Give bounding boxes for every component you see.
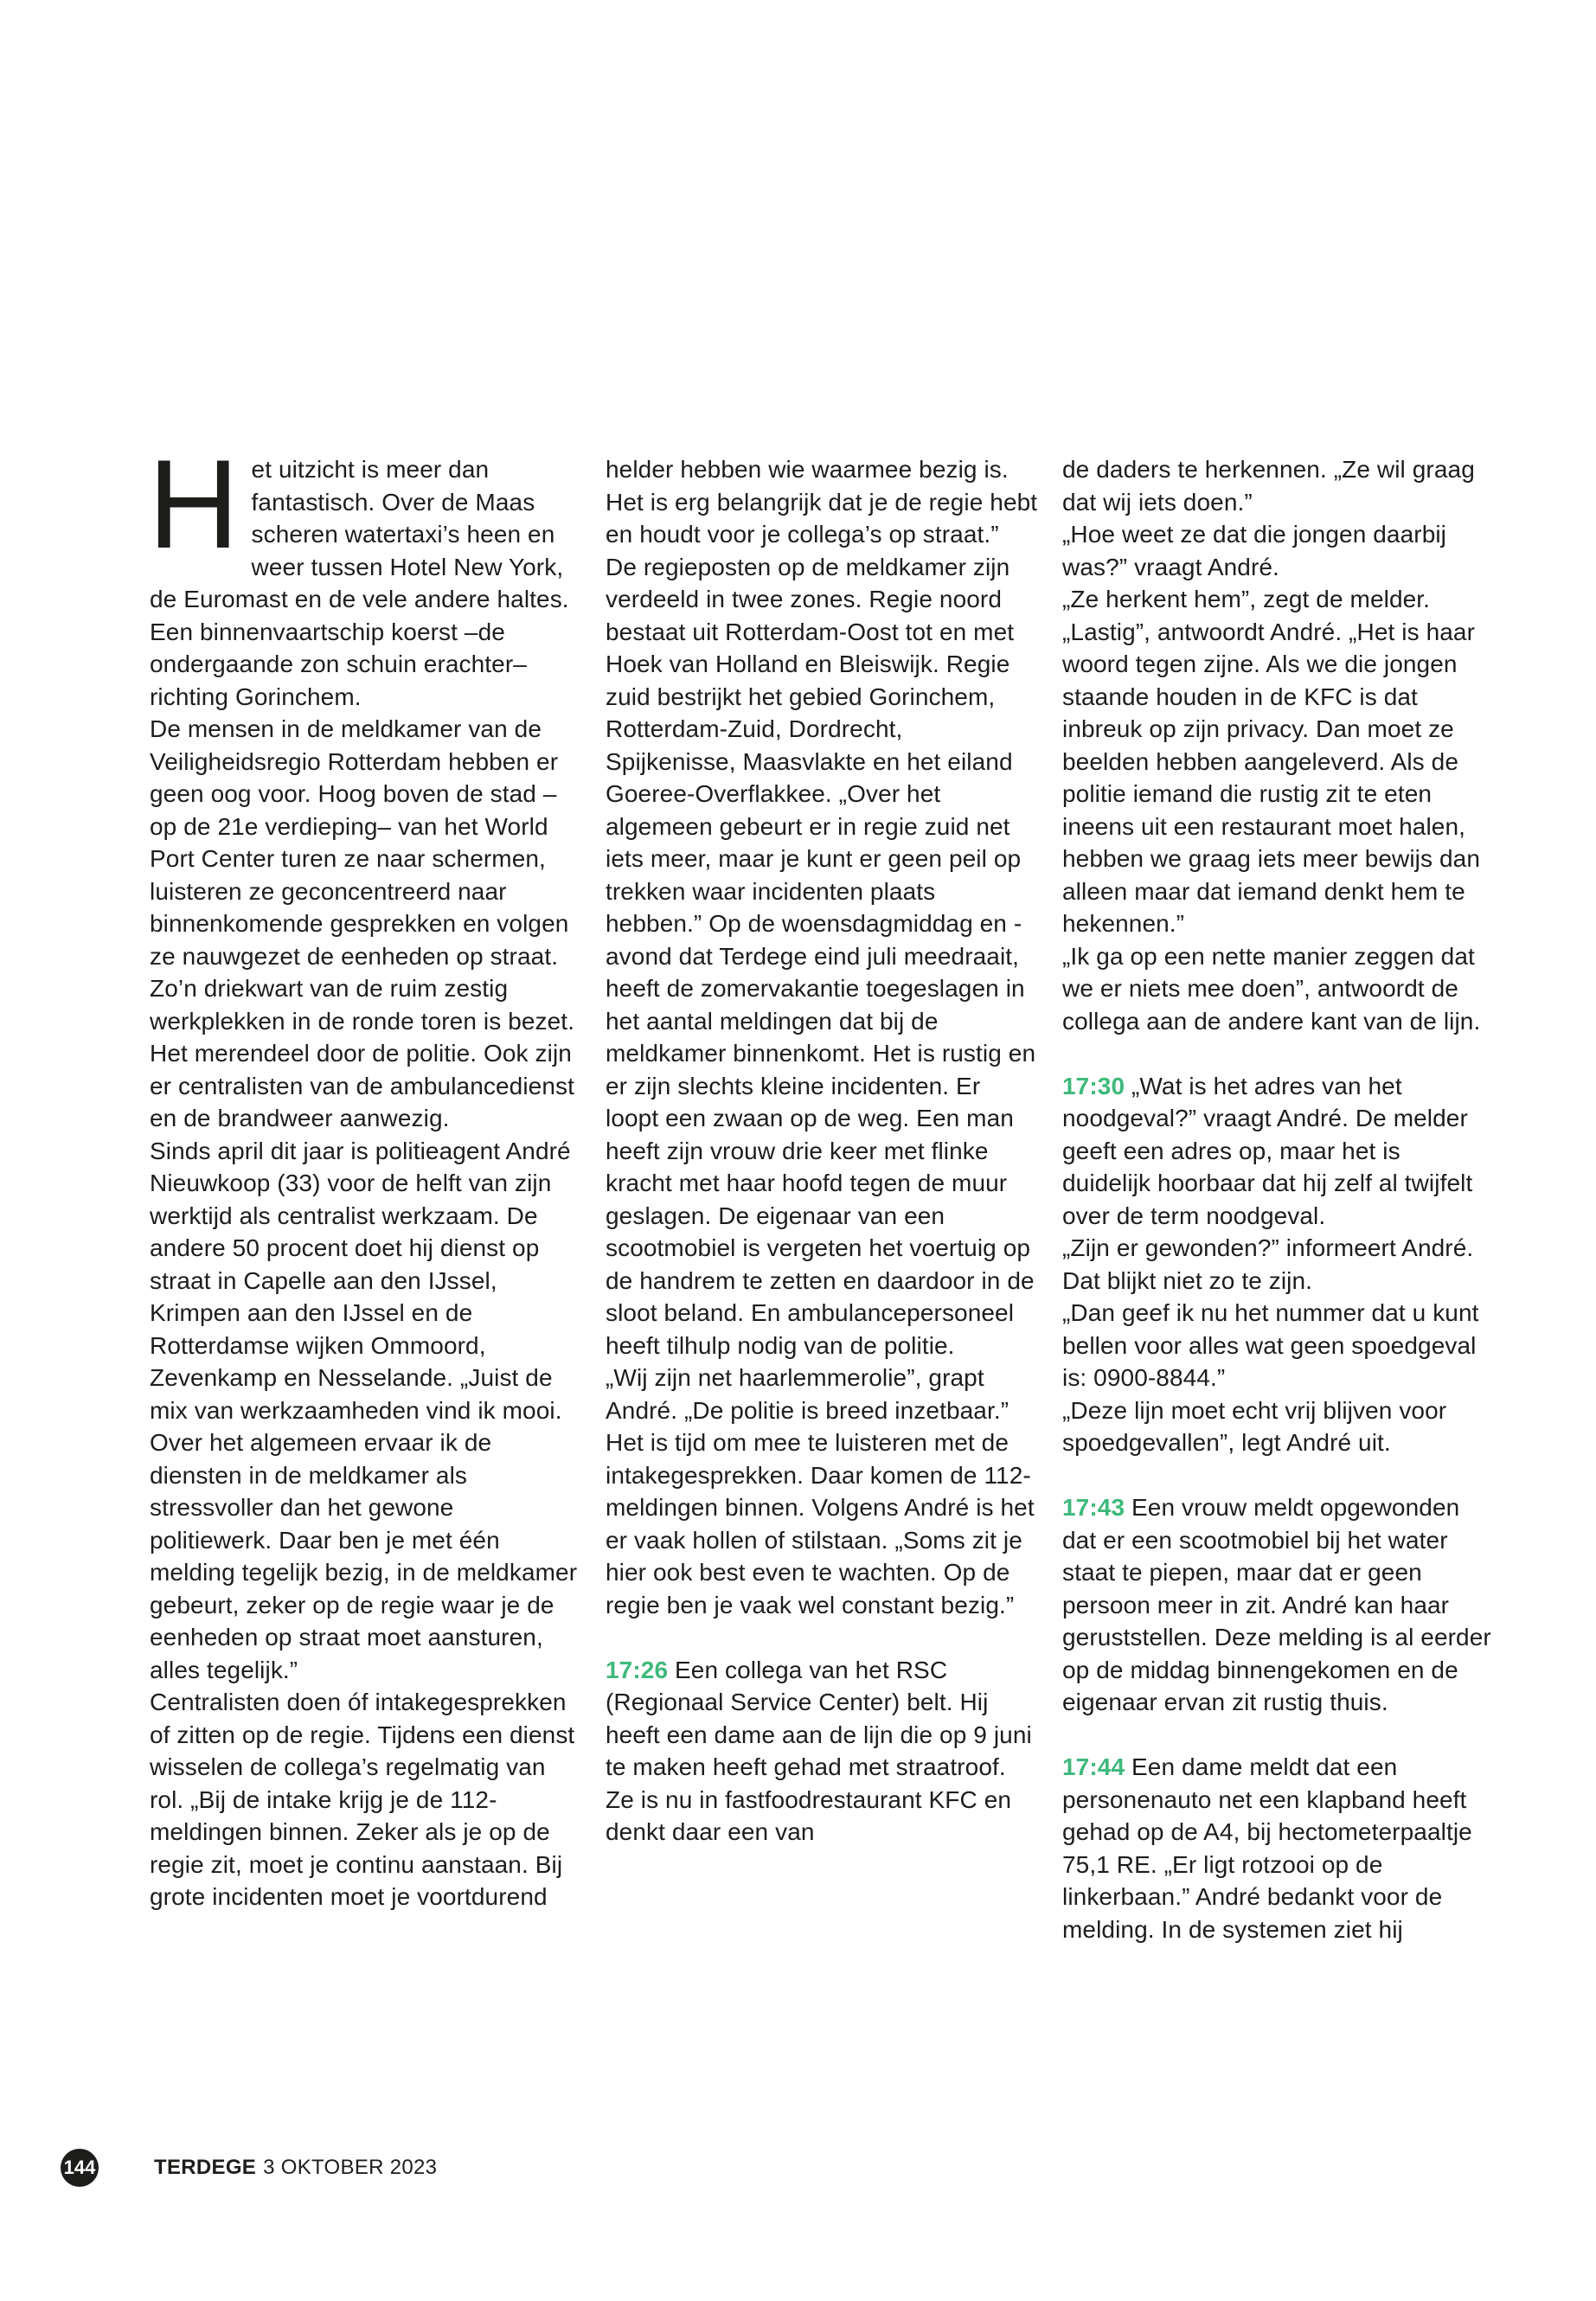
paragraph: Centralisten doen óf intakegesprekken of zitten op de regie. Tijdens een dienst wisselen de collega’s regelmatig van rol. „Bij de intake krijg je de 112-meldingen binnen. Zeker als je op de regie zit, moet je continu aanstaan. Bij grote incidenten moet je voortdurend — [150, 1689, 575, 1910]
timestamp: 17:26 — [606, 1656, 669, 1683]
paragraph: „Ze herkent hem”, zegt de melder. — [1062, 586, 1431, 612]
paragraph: de daders te herkennen. „Ze wil graag dat wij iets doen.” — [1062, 456, 1475, 516]
article-column-2 — [606, 453, 1038, 1849]
paragraph: „Dan geef ik nu het nummer dat u kunt bellen voor alles wat geen spoedgeval is: 0900-8844.” — [1062, 1299, 1479, 1391]
paragraph — [1062, 1751, 1495, 1945]
paragraph — [1062, 1070, 1495, 1233]
paragraph: Sinds april dit jaar is politieagent André Nieuwkoop (33) voor de helft van zijn werktijd als centralist werkzaam. De andere 50 procent doet hij dienst op straat in Capelle aan den IJssel, Krimpen aan den IJssel en de Rotterdamse wijken Ommoord, Zevenkamp en Nesselande. „Juist de mix van werkzaamheden vind ik mooi. Over het algemeen ervaar ik de diensten in de meldkamer als stressvoller dan het gewone politiewerk. Daar ben je met één melding tegelijk bezig, in de meldkamer gebeurt, zeker op de regie waar je de eenheden op straat moet aansturen, alles tegelijk.” — [150, 1137, 578, 1683]
paragraph: „Lastig”, antwoordt André. „Het is haar woord tegen zijne. Als we die jongen staande houden in de KFC is dat inbreuk op zijn privacy. Dan moet ze beelden hebben aangeleverd. Als de politie iemand die rustig zit te eten ineens uit een restaurant moet halen, hebben we graag iets meer bewijs dan alleen maar dat iemand denkt hem te hekennen.” — [1062, 618, 1481, 937]
paragraph: helder hebben wie waarmee bezig is. Het is erg belangrijk dat je de regie hebt en houdt voor je collega’s op straat.” — [606, 456, 1038, 548]
timestamp: 17:30 — [1062, 1072, 1125, 1099]
paragraph: „Hoe weet ze dat die jongen daarbij was?” vraagt André. — [1062, 521, 1447, 580]
paragraph — [148, 433, 582, 713]
article-column-3 — [1062, 453, 1495, 1945]
paragraph — [606, 1654, 1038, 1849]
paragraph: Het is tijd om mee te luisteren met de intakegesprekken. Daar komen de 112-meldingen binnen. Volgens André is het er vaak hollen of stilstaan. „Soms zit je hier ook best even te wachten. Op de regie ben je vaak wel constant bezig.” — [606, 1429, 1035, 1618]
paragraph — [1062, 1491, 1495, 1719]
magazine-name: TERDEGE — [154, 2156, 257, 2179]
paragraph: De mensen in de meldkamer van de Veiligheidsregio Rotterdam hebben er geen oog voor. Hoog boven de stad –op de 21e verdieping– van het World Port Center turen ze naar schermen, luisteren ze geconcentreerd naar binnenkomende gesprekken en volgen ze nauwgezet de eenheden op straat. Zo’n driekwart van de ruim zestig werkplekken in de ronde toren is bezet. Het merendeel door de politie. Ook zijn er centralisten van de ambulancedienst en de brandweer aanwezig. — [150, 715, 575, 1131]
issue-date: 3 OKTOBER 2023 — [263, 2156, 438, 2179]
paragraph: De regieposten op de meldkamer zijn verdeeld in twee zones. Regie noord bestaat uit Rotterdam-Oost tot en met Hoek van Holland en Bleiswijk. Regie zuid bestrijkt het gebied Gorinchem, Rotterdam-Zuid, Dordrecht, Spijkenisse, Maasvlakte en het eiland Goeree-Overflakkee. „Over het algemeen gebeurt er in regie zuid net iets meer, maar je kunt er geen peil op trekken waar incidenten plaats hebben.” Op de woensdagmiddag en -avond dat Terdege eind juli meedraait, heeft de zomervakantie toegeslagen in het aantal meldingen dat bij de meldkamer binnenkomt. Het is rustig en er zijn slechts kleine incidenten. Er loopt een zwaan op de weg. Een man heeft zijn vrouw drie keer met flinke kracht met haar hoofd tegen de muur geslagen. De eigenaar van een scootmobiel is vergeten het voertuig op de handrem te zetten en daardoor in de sloot beland. En ambulancepersoneel heeft tilhulp nodig van de politie. — [606, 553, 1036, 1359]
timestamp: 17:43 — [1062, 1494, 1125, 1521]
paragraph: „Deze lijn moet echt vrij blijven voor spoedgevallen”, legt André uit. — [1062, 1396, 1447, 1456]
paragraph-text: Een dame meldt dat een personenauto net een klapband heeft gehad op de A4, bij hectometerpaaltje 75,1 RE. „Er ligt rotzooi op de linkerbaan.” André bedankt voor de melding. In de systemen ziet hij — [1062, 1753, 1472, 1943]
page-number-badge: 144 — [61, 2149, 99, 2187]
article-column-1 — [148, 433, 582, 1913]
page-footer — [61, 2149, 437, 2187]
paragraph: „Zijn er gewonden?” informeert André. Dat blijkt niet zo te zijn. — [1062, 1234, 1474, 1294]
paragraph-text: et uitzicht is meer dan fantastisch. Over de Maas scheren watertaxi’s heen en weer tussen Hotel New York, de Euromast en de vele andere haltes. Een binnenvaartschip koerst –de ondergaande zon schuin erachter– richting Gorinchem. — [150, 456, 569, 710]
paragraph-text: Een collega van het RSC (Regionaal Service Center) belt. Hij heeft een dame aan de lijn die op 9 juni te maken heeft gehad met straatroof. Ze is nu in fastfoodrestaurant KFC en denkt daar een van — [606, 1656, 1032, 1845]
drop-cap: H — [148, 433, 240, 574]
timestamp: 17:44 — [1062, 1753, 1125, 1780]
paragraph: „Wij zijn net haarlemmerolie”, grapt André. „De politie is breed inzetbaar.” — [606, 1364, 1010, 1424]
paragraph-text: Een vrouw meldt opgewonden dat er een scootmobiel bij het water staat te piepen, maar dat er geen persoon meer in zit. André kan haar geruststellen. Deze melding is al eerder op de middag binnengekomen en de eigenaar ervan zit rustig thuis. — [1062, 1494, 1491, 1715]
paragraph: „Ik ga op een nette manier zeggen dat we er niets mee doen”, antwoordt de collega aan de andere kant van de lijn. — [1062, 942, 1481, 1035]
paragraph-text: „Wat is het adres van het noodgeval?” vraagt André. De melder geeft een adres op, maar het is duidelijk hoorbaar dat hij zelf al twijfelt over de term noodgeval. — [1062, 1072, 1473, 1229]
